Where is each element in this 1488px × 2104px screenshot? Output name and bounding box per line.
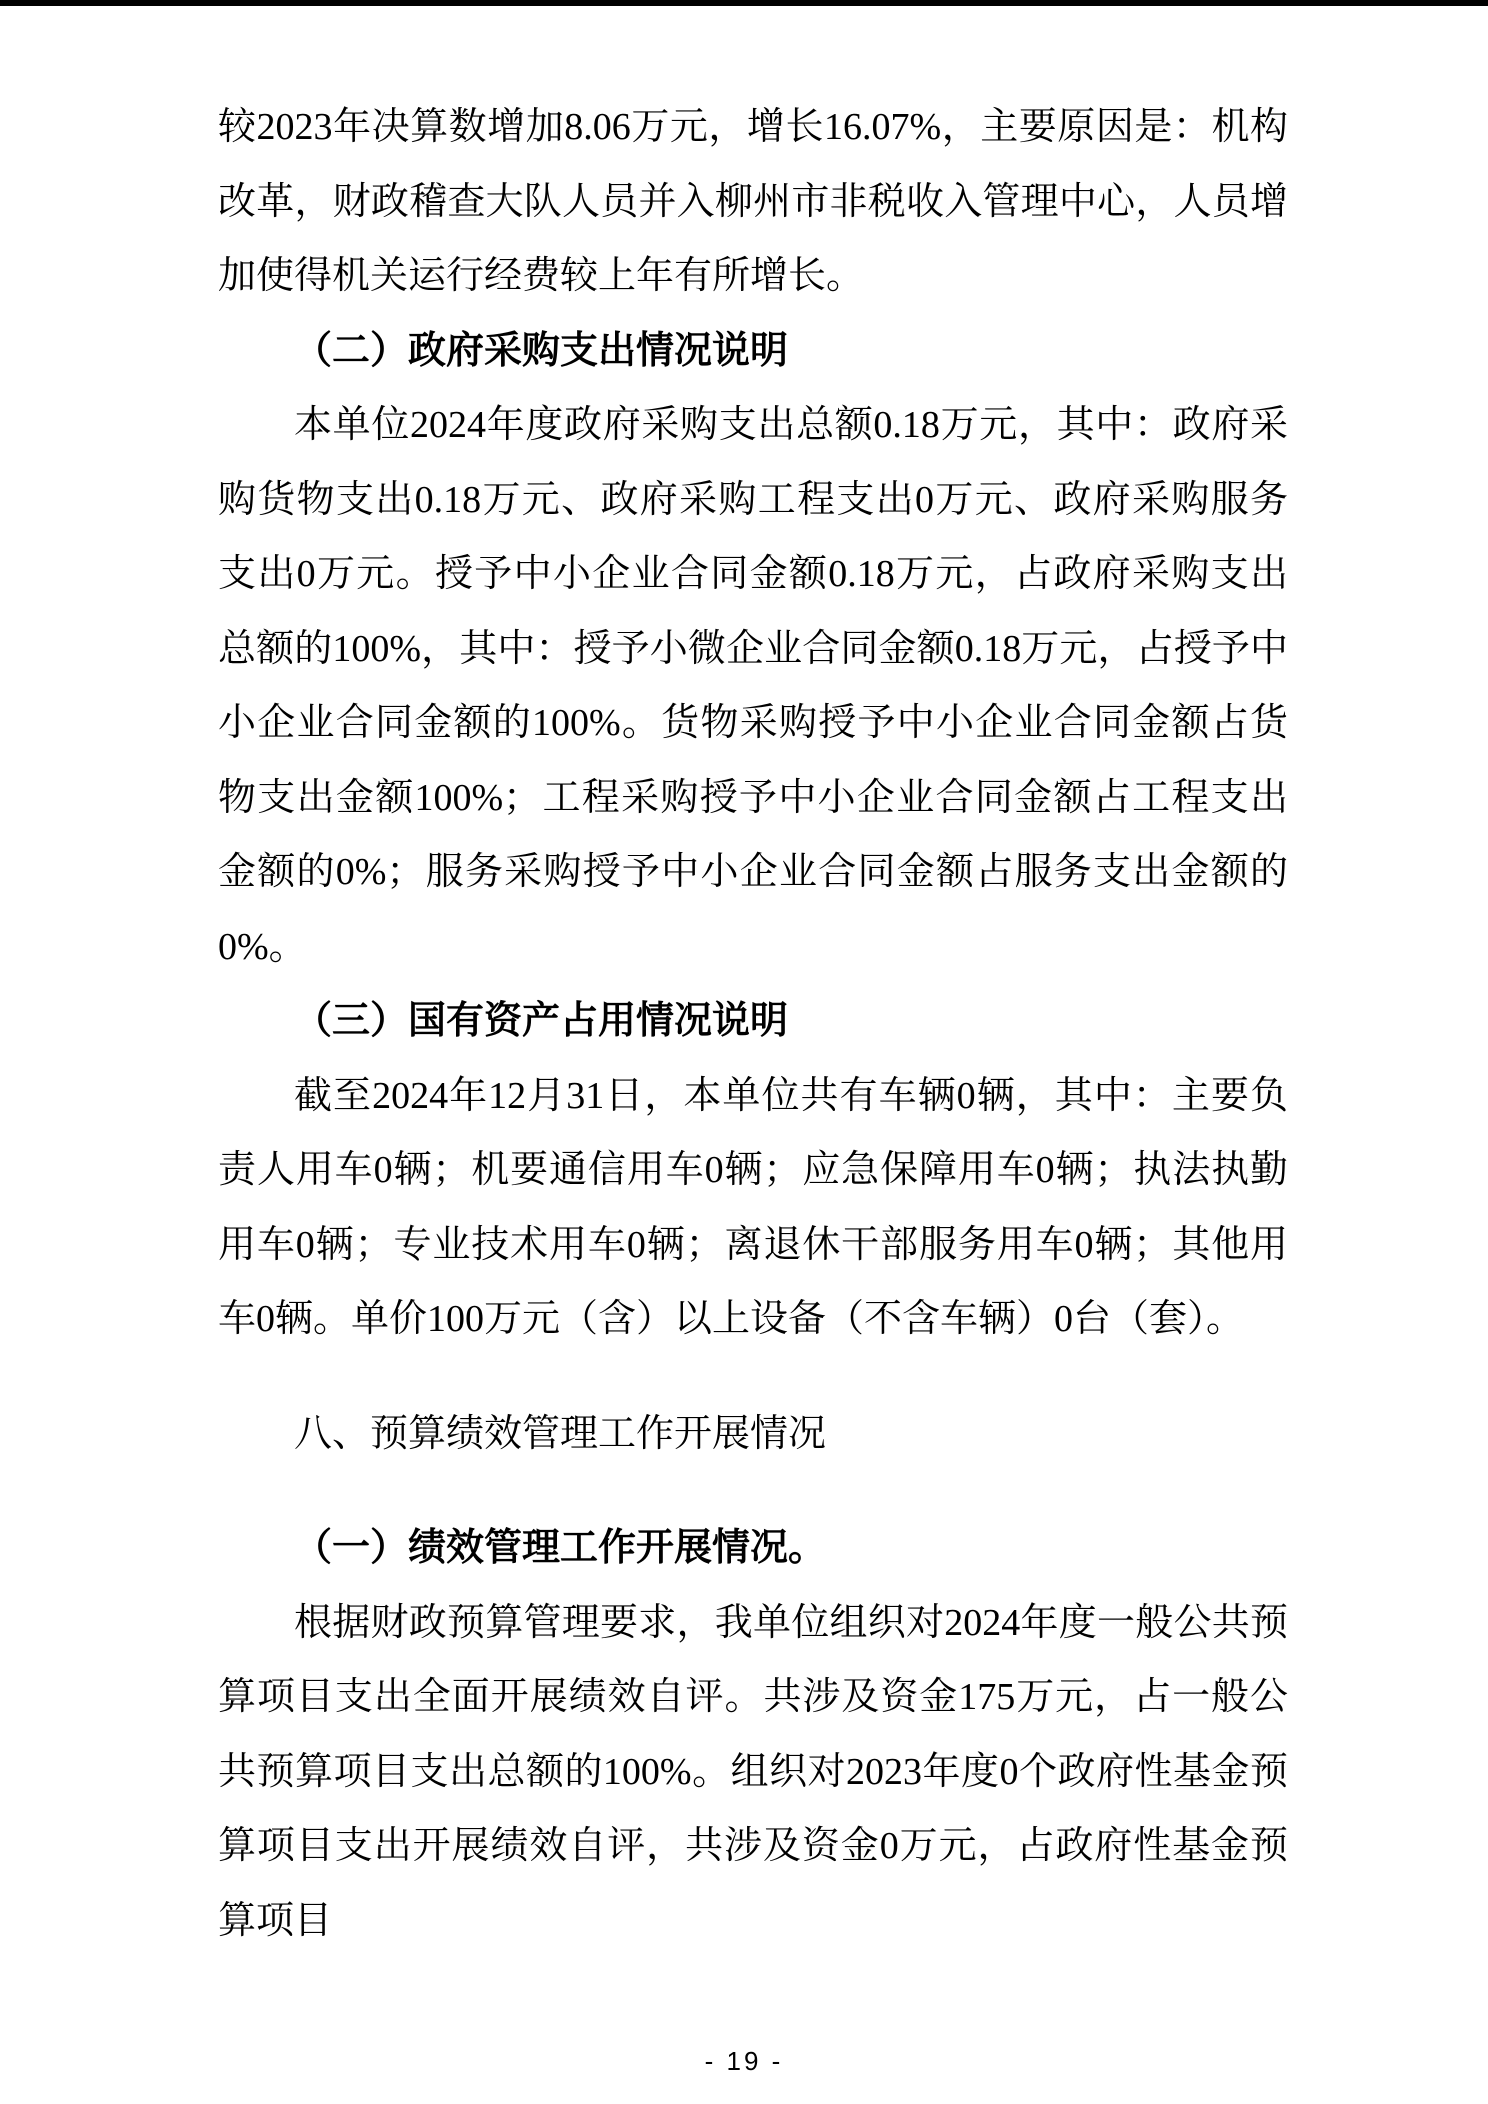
paragraph-performance-self-evaluation: 根据财政预算管理要求，我单位组织对2024年度一般公共预算项目支出全面开展绩效自评。共涉及资金175万元，占一般公共预算项目支出总额的100%。组织对2023年度0个政府性基金预算项目支出开展绩效自评，共涉及资金0万元，占政府性基金预算项目 [218,1601,1288,1942]
paragraph-state-assets-details: 截至2024年12月31日，本单位共有车辆0辆，其中：主要负责人用车0辆；机要通信用车0辆；应急保障用车0辆；执法执勤用车0辆；专业技术用车0辆；离退休干部服务用车0辆；其他用车0辆。单价100万元（含）以上设备（不含车辆）0台（套）。 [218,1074,1288,1340]
section-heading-budget-performance: 八、预算绩效管理工作开展情况 [294,1412,827,1455]
document-body [218,90,1288,1958]
heading-performance-management-work: （一）绩效管理工作开展情况。 [294,1527,827,1569]
heading-gov-procurement-spending: （二）政府采购支出情况说明 [294,329,789,372]
heading-state-owned-assets: （三）国有资产占用情况说明 [294,1000,789,1042]
paragraph-operating-costs-increase: 较2023年决算数增加8.06万元，增长16.07%，主要原因是：机构改革，财政稽查大队人员并入柳州市非税收入管理中心，人员增加使得机关运行经费较上年有所增长。 [218,106,1288,297]
page-number: - 19 - [704,2046,784,2076]
paragraph-procurement-details: 本单位2024年度政府采购支出总额0.18万元，其中：政府采购货物支出0.18万元、政府采购工程支出0万元、政府采购服务支出0万元。授予中小企业合同金额0.18万元，占政府采购支出总额的100%，其中：授予小微企业合同金额0.18万元，占授予中小企业合同金额的100%。货物采购授予中小企业合同金额占货物支出金额100%；工程采购授予中小企业合同金额占工程支出金额的0%；服务采购授予中小企业合同金额占服务支出金额的0%。 [218,404,1288,968]
top-edge-bar [0,0,1488,6]
